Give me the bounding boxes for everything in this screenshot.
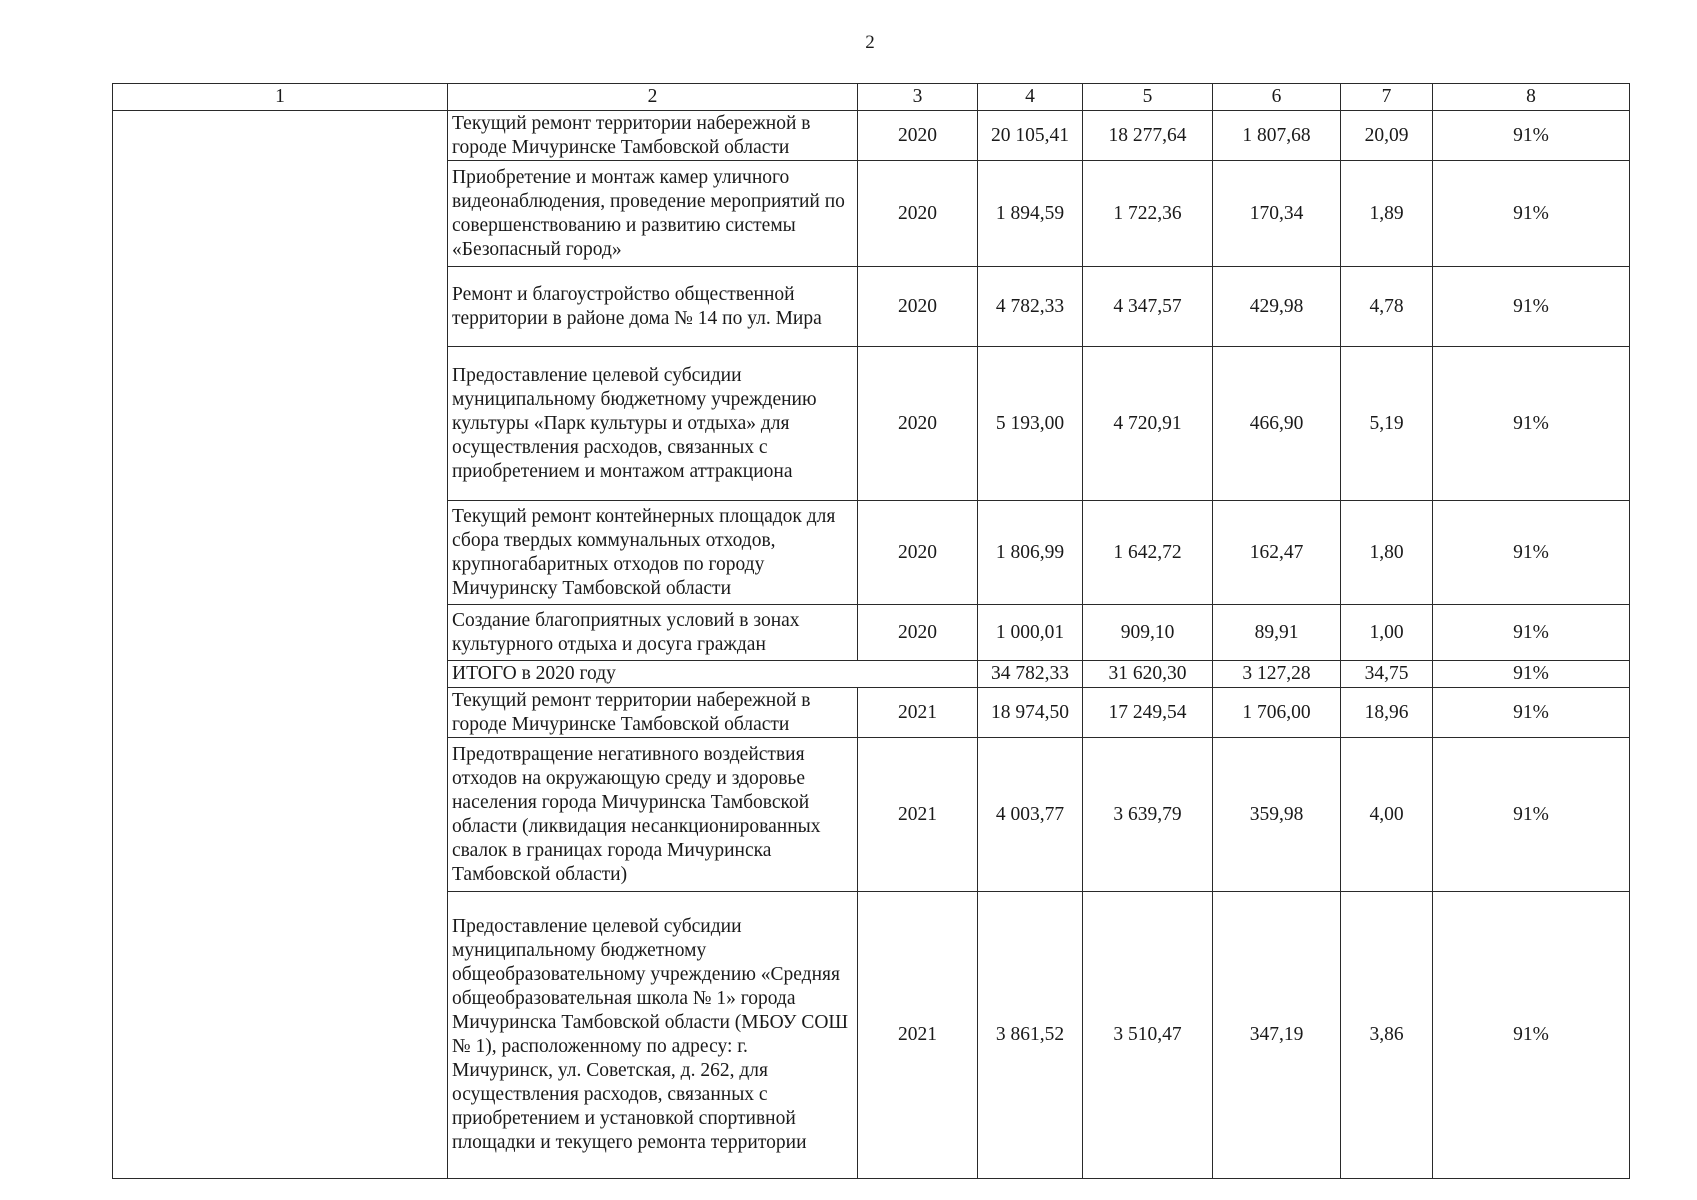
row-description: Текущий ремонт территории набережной в городе Мичуринске Тамбовской области [448,688,858,738]
row-year: 2021 [858,738,978,892]
total-value: 34 782,33 [978,661,1083,688]
row-percent: 91% [1433,892,1630,1179]
row-value: 4 003,77 [978,738,1083,892]
column-number: 8 [1433,84,1630,111]
row-value: 4 782,33 [978,267,1083,347]
table-row [113,111,1630,161]
row-description: Предотвращение негативного воздействия отходов на окружающую среду и здоровье населения города Мичуринска Тамбовской области (ликвидация несанкционированных свалок в границах города Мичуринска Тамбовской области) [448,738,858,892]
row-value: 1,80 [1341,501,1433,605]
row-value: 4,00 [1341,738,1433,892]
row-value: 429,98 [1213,267,1341,347]
row-value: 1 706,00 [1213,688,1341,738]
row-value: 17 249,54 [1083,688,1213,738]
row-value: 18 277,64 [1083,111,1213,161]
first-column-cell [113,111,448,1179]
row-year: 2020 [858,347,978,501]
total-value: 31 620,30 [1083,661,1213,688]
row-percent: 91% [1433,738,1630,892]
row-percent: 91% [1433,688,1630,738]
row-description: Создание благоприятных условий в зонах культурного отдыха и досуга граждан [448,605,858,661]
page-number: 2 [865,32,875,53]
row-value: 4 720,91 [1083,347,1213,501]
row-percent: 91% [1433,347,1630,501]
row-value: 18,96 [1341,688,1433,738]
column-number: 6 [1213,84,1341,111]
row-value: 5 193,00 [978,347,1083,501]
row-value: 909,10 [1083,605,1213,661]
row-value: 5,19 [1341,347,1433,501]
total-label: ИТОГО в 2020 году [448,661,978,688]
row-description: Текущий ремонт контейнерных площадок для сбора твердых коммунальных отходов, крупногабаритных отходов по городу Мичуринску Тамбовской области [448,501,858,605]
row-description: Приобретение и монтаж камер уличного видеонаблюдения, проведение мероприятий по совершенствованию и развитию системы «Безопасный город» [448,161,858,267]
row-year: 2020 [858,605,978,661]
row-value: 1 000,01 [978,605,1083,661]
row-value: 347,19 [1213,892,1341,1179]
row-value: 1 806,99 [978,501,1083,605]
row-description: Предоставление целевой субсидии муниципальному бюджетному общеобразовательному учреждению «Средняя общеобразовательная школа № 1» города Мичуринска Тамбовской области (МБОУ СОШ № 1), расположенному по адресу: г. Мичуринск, ул. Советская, д. 262, для осуществления расходов, связанных с приобретением и установкой спортивной площадки и текущего ремонта территории [448,892,858,1179]
row-value: 1 894,59 [978,161,1083,267]
row-description: Предоставление целевой субсидии муниципальному бюджетному учреждению культуры «Парк культуры и отдыха» для осуществления расходов, связанных с приобретением и монтажом аттракциона [448,347,858,501]
row-value: 4,78 [1341,267,1433,347]
row-value: 20,09 [1341,111,1433,161]
column-number: 2 [448,84,858,111]
row-value: 3 510,47 [1083,892,1213,1179]
row-description: Текущий ремонт территории набережной в городе Мичуринске Тамбовской области [448,111,858,161]
column-number-row [113,84,1630,111]
row-year: 2021 [858,892,978,1179]
row-value: 18 974,50 [978,688,1083,738]
column-number: 5 [1083,84,1213,111]
row-value: 4 347,57 [1083,267,1213,347]
column-number: 4 [978,84,1083,111]
row-percent: 91% [1433,161,1630,267]
row-value: 1,89 [1341,161,1433,267]
column-number: 7 [1341,84,1433,111]
row-value: 1 642,72 [1083,501,1213,605]
row-value: 20 105,41 [978,111,1083,161]
row-value: 1 722,36 [1083,161,1213,267]
row-value: 359,98 [1213,738,1341,892]
row-percent: 91% [1433,501,1630,605]
row-year: 2020 [858,161,978,267]
row-year: 2021 [858,688,978,738]
row-value: 3 639,79 [1083,738,1213,892]
row-year: 2020 [858,267,978,347]
total-percent: 91% [1433,661,1630,688]
row-value: 1 807,68 [1213,111,1341,161]
row-year: 2020 [858,111,978,161]
total-value: 34,75 [1341,661,1433,688]
row-value: 3 861,52 [978,892,1083,1179]
column-number: 3 [858,84,978,111]
row-value: 162,47 [1213,501,1341,605]
row-description: Ремонт и благоустройство общественной территории в районе дома № 14 по ул. Мира [448,267,858,347]
row-percent: 91% [1433,111,1630,161]
row-percent: 91% [1433,605,1630,661]
column-number: 1 [113,84,448,111]
budget-table [112,83,1630,1179]
row-year: 2020 [858,501,978,605]
row-percent: 91% [1433,267,1630,347]
total-value: 3 127,28 [1213,661,1341,688]
row-value: 170,34 [1213,161,1341,267]
row-value: 466,90 [1213,347,1341,501]
row-value: 1,00 [1341,605,1433,661]
row-value: 3,86 [1341,892,1433,1179]
row-value: 89,91 [1213,605,1341,661]
